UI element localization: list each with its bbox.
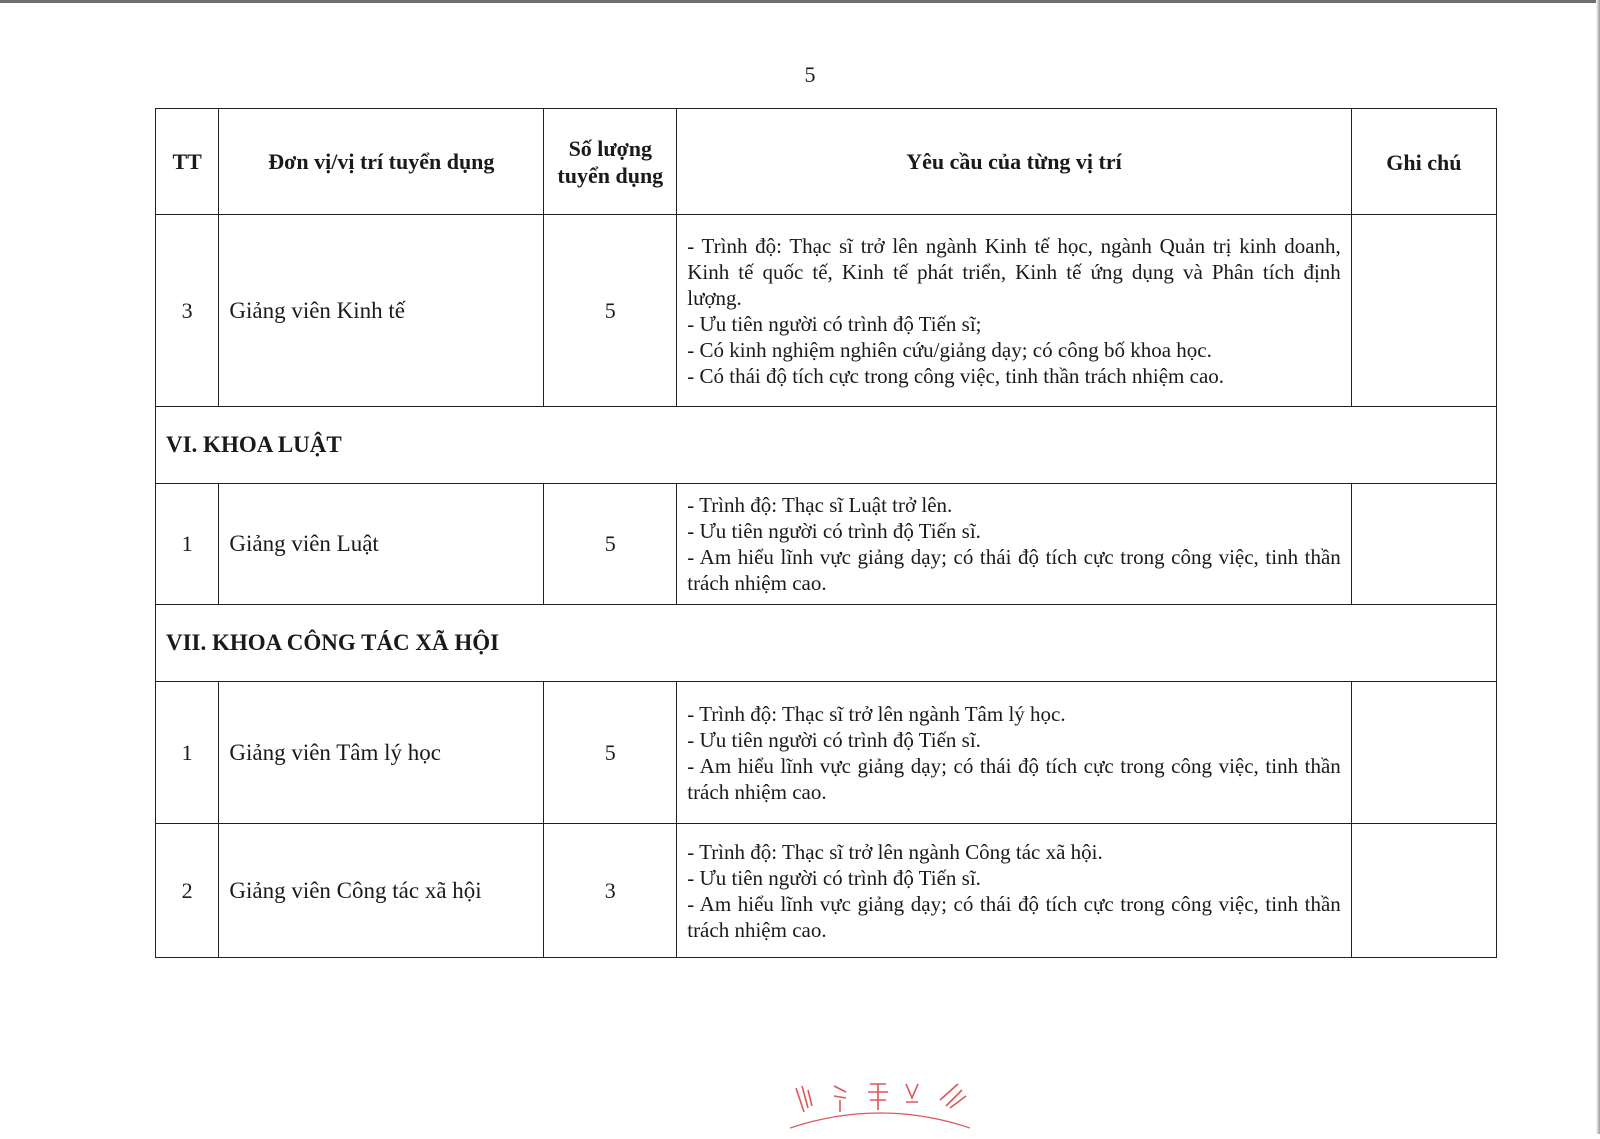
row-note — [1351, 824, 1496, 958]
row-tt: 1 — [156, 484, 219, 605]
row-unit: Giảng viên Kinh tế — [219, 215, 544, 407]
table-row — [156, 484, 1497, 605]
header-tt: TT — [156, 109, 219, 215]
row-requirements — [677, 824, 1352, 958]
header-qty: Số lượng tuyển dụng — [544, 109, 677, 215]
requirement-line: - Am hiểu lĩnh vực giảng dạy; có thái độ tích cực trong công việc, tinh thần trách nhiệm cao. — [687, 545, 1341, 595]
row-tt: 2 — [156, 824, 219, 958]
requirement-line: - Am hiểu lĩnh vực giảng dạy; có thái độ tích cực trong công việc, tinh thần trách nhiệm cao. — [687, 891, 1341, 942]
row-tt: 3 — [156, 215, 219, 407]
requirement-line: - Am hiểu lĩnh vực giảng dạy; có thái độ tích cực trong công việc, tinh thần trách nhiệm cao. — [687, 753, 1341, 804]
row-qty: 5 — [544, 215, 677, 407]
table-row — [156, 215, 1497, 407]
row-unit: Giảng viên Tâm lý học — [219, 682, 544, 824]
requirement-line: - Ưu tiên người có trình độ Tiến sĩ; — [687, 311, 982, 336]
row-unit: Giảng viên Luật — [219, 484, 544, 605]
row-note — [1351, 215, 1496, 407]
row-qty: 5 — [544, 484, 677, 605]
row-note — [1351, 484, 1496, 605]
header-req: Yêu cầu của từng vị trí — [677, 109, 1352, 215]
requirement-line: - Ưu tiên người có trình độ Tiến sĩ. — [687, 519, 981, 543]
row-tt: 1 — [156, 682, 219, 824]
requirement-line: - Trình độ: Thạc sĩ trở lên ngành Công tác xã hội. — [687, 839, 1103, 864]
row-qty: 3 — [544, 824, 677, 958]
section-heading-ctxh: VII. KHOA CÔNG TÁC XÃ HỘI — [156, 605, 1497, 682]
requirement-line: - Ưu tiên người có trình độ Tiến sĩ. — [687, 727, 981, 752]
requirement-line: - Có kinh nghiệm nghiên cứu/giảng dạy; có công bố khoa học. — [687, 337, 1212, 362]
page-number: 5 — [804, 62, 816, 87]
row-qty: 5 — [544, 682, 677, 824]
row-requirements — [677, 215, 1352, 407]
recruitment-table — [155, 108, 1497, 958]
table-row — [156, 824, 1497, 958]
table-row — [156, 682, 1497, 824]
requirement-line: - Trình độ: Thạc sĩ trở lên ngành Tâm lý học. — [687, 701, 1066, 726]
scan-right-edge — [1596, 0, 1600, 1134]
header-unit: Đơn vị/vị trí tuyển dụng — [219, 109, 544, 215]
row-requirements — [677, 484, 1352, 605]
seal-graphic — [790, 1078, 970, 1134]
section-heading-luat: VI. KHOA LUẬT — [156, 407, 1497, 484]
row-note — [1351, 682, 1496, 824]
header-note: Ghi chú — [1351, 109, 1496, 215]
requirement-line: - Trình độ: Thạc sĩ trở lên ngành Kinh tế học, ngành Quản trị kinh doanh, Kinh tế quốc tế, Kinh tế phát triển, Kinh tế ứng dụng và Phân tích định lượng. — [687, 233, 1341, 310]
row-requirements — [677, 682, 1352, 824]
requirement-line: - Ưu tiên người có trình độ Tiến sĩ. — [687, 865, 981, 890]
requirement-line: - Trình độ: Thạc sĩ Luật trở lên. — [687, 493, 953, 517]
official-seal — [790, 1078, 970, 1134]
section-row — [156, 407, 1497, 484]
table-header-row — [156, 109, 1497, 215]
scan-top-edge — [0, 0, 1600, 3]
row-unit: Giảng viên Công tác xã hội — [219, 824, 544, 958]
section-row — [156, 605, 1497, 682]
requirement-line: - Có thái độ tích cực trong công việc, tinh thần trách nhiệm cao. — [687, 363, 1225, 388]
